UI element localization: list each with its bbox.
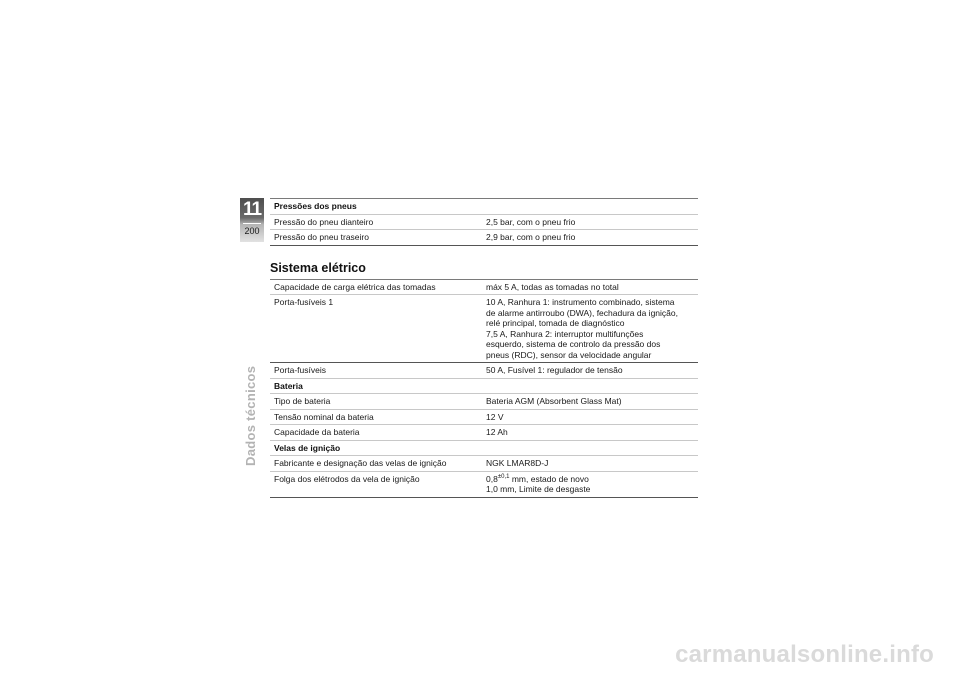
table-row: [270, 363, 698, 379]
row-value: Bateria AGM (Absorbent Glass Mat): [486, 396, 622, 406]
value-line: 10 A, Ranhura 1: instrumento combinado, sistema: [486, 297, 675, 307]
value-line: de alarme antirroubo (DWA), fechadura da ignição,: [486, 307, 678, 318]
chapter-side-label: [242, 366, 263, 466]
chapter-number: 11: [242, 199, 262, 220]
row-label: Pressão do pneu traseiro: [274, 232, 369, 242]
row-label: Porta-fusíveis 1: [274, 297, 334, 307]
value-line: máx 5 A, todas as tomadas no total: [486, 281, 619, 292]
value-line: 50 A, Fusível 1: regulador de tensão: [486, 365, 623, 375]
row-label: Capacidade da bateria: [274, 427, 360, 437]
page-number: 200: [244, 226, 260, 236]
table-row: [270, 230, 698, 246]
row-value: NGK LMAR8D-J: [486, 458, 549, 468]
tolerance-superscript: ±0,1: [497, 473, 510, 480]
battery-heading: Bateria: [270, 379, 698, 395]
value-line: relé principal, tomada de diagnóstico: [486, 318, 625, 328]
row-label: Porta-fusíveis: [274, 365, 326, 375]
table-row: [270, 295, 698, 363]
table-row: [270, 472, 698, 498]
row-value: 2,5 bar, com o pneu frio: [486, 216, 576, 227]
row-value: 12 V: [486, 411, 504, 422]
value-line: 7,5 A, Ranhura 2: interruptor multifunções: [486, 328, 644, 339]
value-line: [486, 474, 694, 485]
row-label: Capacidade de carga elétrica das tomadas: [274, 281, 436, 292]
row-value: 2,9 bar, com o pneu frio: [486, 232, 576, 242]
table-row: [270, 410, 698, 426]
row-value: [482, 472, 698, 497]
spark-plugs-heading: Velas de ignição: [270, 441, 698, 457]
row-value: [482, 280, 698, 295]
row-label: Folga dos elétrodos da vela de ignição: [274, 473, 420, 484]
value-rest: mm, estado de novo: [509, 473, 589, 484]
row-label: Fabricante e designação das velas de ignição: [274, 458, 447, 468]
table-row: [270, 215, 698, 231]
row-label: Pressão do pneu dianteiro: [274, 216, 374, 227]
table-row: [270, 280, 698, 296]
table-row: [270, 456, 698, 472]
section-title: Sistema elétrico: [270, 260, 366, 275]
content-area: [270, 198, 698, 498]
table-row: [270, 425, 698, 441]
value-line: 1,0 mm, Limite de desgaste: [486, 484, 591, 494]
row-value: 12 Ah: [486, 427, 508, 437]
chapter-tab: [240, 198, 264, 242]
value-line: esquerdo, sistema de controlo da pressão dos: [486, 339, 661, 349]
row-value: [482, 363, 698, 378]
value-line: pneus (RDC), sensor da velocidade angular: [486, 349, 652, 360]
value-base: 0,8: [486, 473, 498, 484]
row-label: Tensão nominal da bateria: [274, 411, 374, 422]
row-value: [482, 295, 698, 362]
electrical-table: [270, 279, 698, 498]
chapter-side-label-text: Dados técnicos: [243, 365, 258, 466]
table-row: [270, 394, 698, 410]
watermark: carmanualsonline.info: [675, 641, 934, 668]
row-label: Tipo de bateria: [274, 396, 331, 406]
tire-pressures-heading: Pressões dos pneus: [270, 198, 698, 215]
